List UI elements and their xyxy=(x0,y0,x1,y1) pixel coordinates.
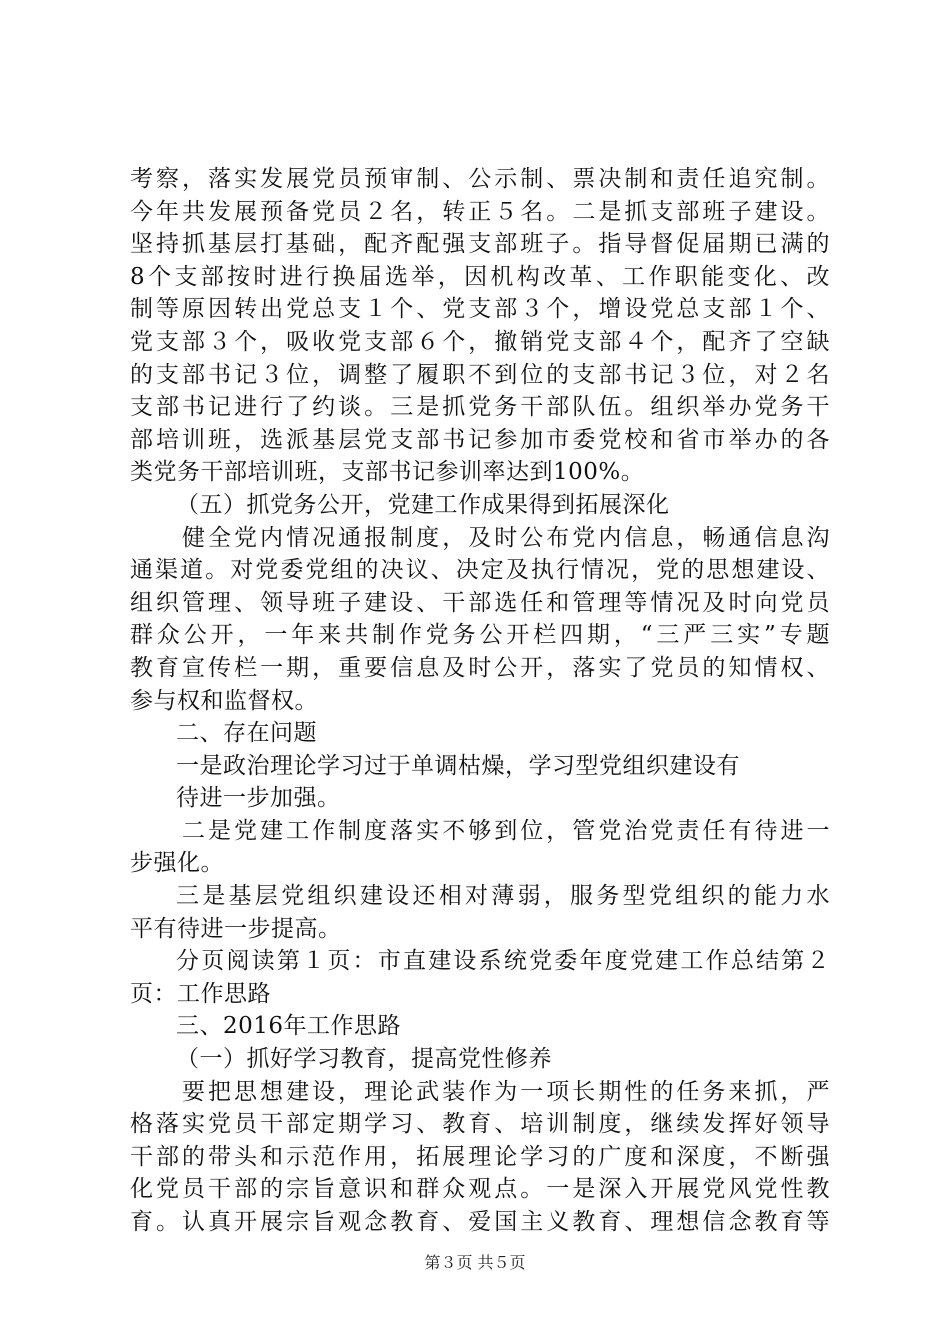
section-heading: （五）抓党务公开，党建工作成果得到拓展深化 xyxy=(176,491,670,518)
section-heading: 三、2016年工作思路 xyxy=(176,1013,402,1040)
text-line: 步强化。 xyxy=(130,850,224,877)
text-line: 的支部书记３位，调整了履职不到位的支部书记３位，对２名 xyxy=(130,361,830,388)
paragraph-first-line: 三是基层党组织建设还相对薄弱，服务型党组织的能力水 xyxy=(176,883,830,910)
text-line: 类党务干部培训班，支部书记参训率达到100%。 xyxy=(130,459,645,486)
paragraph-first-line: 健全党内情况通报制度，及时公布党内信息，畅通信息沟 xyxy=(182,524,830,551)
text-line: 群众公开，一年来共制作党务公开栏四期，“三严三实”专题 xyxy=(130,622,830,649)
text-line: 平有待进一步提高。 xyxy=(130,915,342,942)
text-line: 党支部３个，吸收党支部６个，撤销党支部４个，配齐了空缺 xyxy=(130,328,830,355)
text-line: 组织管理、领导班子建设、干部选任和管理等情况及时向党员 xyxy=(130,589,830,616)
text-line: 部培训班，选派基层党支部书记参加市委党校和省市举办的各 xyxy=(130,426,830,453)
text-line: 待进一步加强。 xyxy=(176,785,341,812)
text-line: 坚持抓基层打基础，配齐配强支部班子。指导督促届期已满的 xyxy=(130,231,830,258)
text-line: 8个支部按时进行换届选举，因机构改革、工作职能变化、改 xyxy=(130,263,830,290)
text-line: 制等原因转出党总支１个、党支部３个，增设党总支部１个、 xyxy=(130,296,830,323)
text-line: 页：工作思路 xyxy=(130,980,271,1007)
text-line: 育。认真开展宗旨观念教育、爱国主义教育、理想信念教育等 xyxy=(130,1209,830,1235)
section-heading: 二、存在问题 xyxy=(176,720,317,747)
text-line: 参与权和监督权。 xyxy=(130,687,318,714)
text-line: 通渠道。对党委党组的决议、决定及执行情况，党的思想建设、 xyxy=(130,557,830,584)
paragraph-first-line: 二是党建工作制度落实不够到位，管党治党责任有待进一 xyxy=(182,817,830,844)
text-line: 格落实党员干部定期学习、教育、培训制度，继续发挥好领导 xyxy=(130,1111,830,1138)
text-line: 今年共发展预备党员２名，转正５名。二是抓支部班子建设。 xyxy=(130,198,830,225)
section-heading: （一）抓好学习教育，提高党性修养 xyxy=(176,1046,552,1073)
paragraph-first-line: 要把思想建设，理论武装作为一项长期性的任务来抓，严 xyxy=(182,1078,830,1105)
text-line: 考察，落实发展党员预审制、公示制、票决制和责任追究制。 xyxy=(130,166,830,192)
text-line: 干部的带头和示范作用，拓展理论学习的广度和深度，不断强 xyxy=(130,1143,830,1170)
page-indicator: 第３页 共５页 xyxy=(424,1253,526,1272)
text-line: 支部书记进行了约谈。三是抓党务干部队伍。组织举办党务干 xyxy=(130,394,830,421)
text-line: 教育宣传栏一期，重要信息及时公开，落实了党员的知情权、 xyxy=(130,654,830,681)
paragraph-first-line: 一是政治理论学习过于单调枯燥，学习型党组织建设有 xyxy=(176,752,740,779)
document-body xyxy=(130,163,830,1239)
text-line: 化党员干部的宗旨意识和群众观点。一是深入开展党风党性教 xyxy=(130,1176,830,1203)
paragraph-first-line: 分页阅读第１页：市直建设系统党委年度党建工作总结第２ xyxy=(176,948,830,975)
